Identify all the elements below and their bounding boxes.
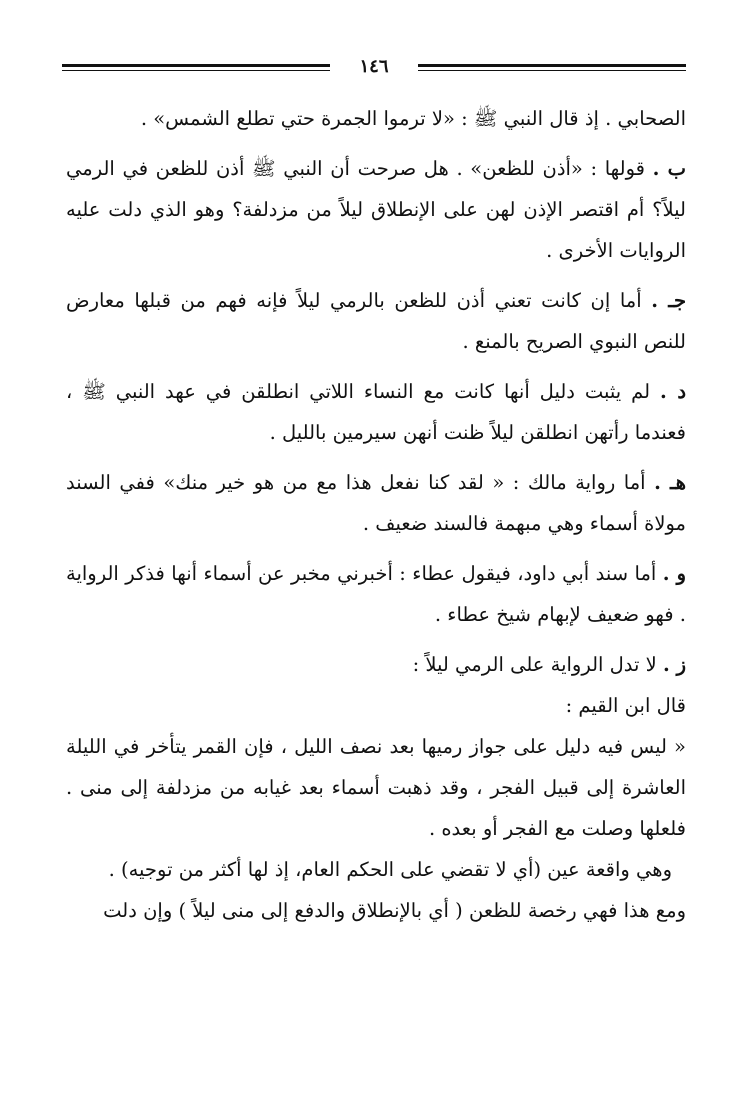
paragraph-label: و . — [662, 562, 686, 585]
paragraph-text: قولها : «أذن للظعن» . هل صرحت أن النبي ﷺ أذن للظعن في الرمي ليلاً؟ أم اقتصر الإذن لهن على الإنطلاق ليلاً من مزدلفة؟ وهو الذي دلت عليه الروايات الأخرى . — [66, 157, 686, 262]
paragraph-5 — [66, 462, 686, 544]
paragraph-label: ز . — [663, 653, 686, 676]
paragraph-1 — [66, 98, 686, 139]
paragraph-label: جـ . — [651, 289, 686, 312]
paragraph-text: أما رواية مالك : « لقد كنا نفعل هذا مع من هو خير منك» ففي السند مولاة أسماء وهي مبهمة فالسند ضعيف . — [66, 471, 686, 535]
paragraph-2 — [66, 148, 686, 271]
paragraph-3 — [66, 280, 686, 362]
paragraph-label: ب . — [652, 157, 687, 180]
quote-body: « ليس فيه دليل على جواز رميها بعد نصف الليل ، فإن القمر يتأخر في الليلة العاشرة إلى قبيل الفجر ، وقد ذهبت أسماء بعد غيابه من مزدلفة إلى منى . فلعلها وصلت مع الفجر أو بعده . — [66, 735, 686, 840]
paragraph-text: لم يثبت دليل أنها كانت مع النساء اللاتي انطلقن في عهد النبي ﷺ ، فعندما رأتهن انطلقن ليلاً ظنت أنهن سيرمين بالليل . — [66, 380, 686, 444]
header-rule-left-thin — [62, 70, 330, 71]
paragraph-label: د . — [660, 380, 687, 403]
paragraph-4 — [66, 371, 686, 453]
quote-intro: قال ابن القيم : — [565, 694, 686, 717]
quote-line-three: ومع هذا فهي رخصة للظعن ( أي بالإنطلاق والدفع إلى منى ليلاً ) وإن دلت — [103, 899, 686, 922]
page-body — [66, 98, 686, 931]
paragraph-text: لا تدل الرواية على الرمي ليلاً : — [412, 653, 657, 676]
paragraph-7 — [66, 644, 686, 685]
header-rule-left — [62, 64, 330, 67]
header-rule-right — [418, 64, 686, 67]
paragraph-text: أما إن كانت تعني أذن للظعن بالرمي ليلاً فإنه فهم من قبلها معارض للنص النبوي الصريح بالمنع . — [66, 289, 686, 353]
paragraph-text: أما سند أبي داود، فيقول عطاء : أخبرني مخبر عن أسماء أنها فذكر الرواية . فهو ضعيف لإبهام شيخ عطاء . — [66, 562, 686, 626]
paragraph-label: هـ . — [654, 471, 686, 494]
page-header — [62, 54, 686, 84]
header-rule-right-thin — [418, 70, 686, 71]
page-number: ١٤٦ — [351, 56, 396, 77]
paragraph-text: الصحابي . إذ قال النبي ﷺ : «لا ترموا الجمرة حتي تطلع الشمس» . — [140, 107, 686, 130]
quote-line-two: وهي واقعة عين (أي لا تقضي على الحكم العام، إذ لها أكثر من توجيه) . — [108, 858, 672, 881]
paragraph-6 — [66, 553, 686, 635]
